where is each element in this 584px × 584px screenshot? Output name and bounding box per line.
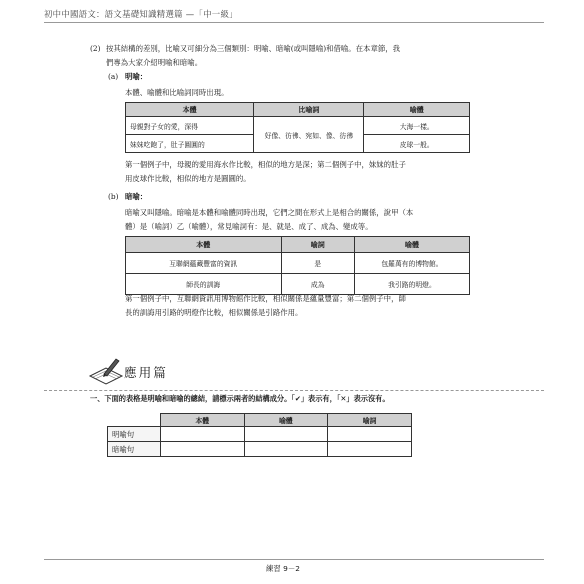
table-cell: 師長的訓誨 xyxy=(126,274,282,295)
simile-table xyxy=(125,102,470,153)
metaphor-desc-line2: 體）是（喻詞）乙（喻體），常見喻詞有：是、就是、成了、成為、變成等。 xyxy=(125,222,373,231)
table-cell: 成為 xyxy=(281,274,354,295)
summary-col-tenor: 本體 xyxy=(160,414,244,427)
simile-description: 本體、喻體和比喻詞同時出現。 xyxy=(125,88,229,97)
table-cell: 我引路的明燈。 xyxy=(354,274,469,295)
metaphor-desc-line1: 暗喻又叫隱喻。暗喻是本體和喻體同時出現，它們之間在形式上是相合的關係，說甲（本 xyxy=(125,208,414,217)
answer-cell[interactable] xyxy=(244,442,328,457)
answer-cell[interactable] xyxy=(244,427,328,442)
simile-explain-line2: 用皮球作比較，相似的地方是圓圓的。 xyxy=(125,174,251,183)
simile-col-vehicle: 喻體 xyxy=(364,103,470,117)
part2-label: (2) xyxy=(90,44,101,53)
table-row xyxy=(126,117,470,135)
table-cell: 妹妹吃飽了，肚子圓圓的 xyxy=(126,135,254,153)
metaphor-col-marker: 喻詞 xyxy=(281,237,354,253)
page-header: 初中中國語文：語文基礎知識精選篇 —「中一級」 xyxy=(44,9,238,19)
summary-corner xyxy=(108,414,161,427)
table-cell: 互聯網蘊藏豐富的資訊 xyxy=(126,253,282,274)
metaphor-table xyxy=(125,236,470,295)
metaphor-table-header-row xyxy=(126,237,470,253)
table-cell: 皮球一般。 xyxy=(364,135,470,153)
metaphor-col-vehicle: 喻體 xyxy=(354,237,469,253)
table-row xyxy=(126,253,470,274)
metaphor-col-tenor: 本體 xyxy=(126,237,282,253)
part2-intro-line2: 們專為大家介紹明喻和暗喻。 xyxy=(106,58,203,67)
simile-col-marker: 比喻詞 xyxy=(254,103,364,117)
metaphor-heading: 暗喻： xyxy=(125,192,148,201)
simile-table-header-row xyxy=(126,103,470,117)
metaphor-explain-line1: 第一個例子中，互聯網資訊用博物館作比較，相似關係是蘊量豐富；第二個例子中，師 xyxy=(125,294,406,303)
application-title: 應用篇 xyxy=(124,365,168,380)
application-divider xyxy=(44,390,544,391)
table-row xyxy=(108,427,412,442)
part2-intro-line1: 按其結構的差別，比喻又可細分為三個類別：明喻、暗喻(或叫隱喻)和借喻。在本章節，我 xyxy=(106,44,401,53)
answer-cell[interactable] xyxy=(328,427,412,442)
simile-col-tenor: 本體 xyxy=(126,103,254,117)
metaphor-label: (b) xyxy=(108,192,119,201)
simile-label: (a) xyxy=(108,72,119,81)
header-divider xyxy=(44,22,544,23)
simile-heading: 明喻： xyxy=(125,72,148,81)
summary-row-simile-label: 明喻句 xyxy=(108,427,161,442)
table-cell: 大海一樣。 xyxy=(364,117,470,135)
summary-table xyxy=(107,413,412,457)
answer-cell[interactable] xyxy=(160,427,244,442)
table-cell: 好像、彷彿、宛如、像、彷彿 xyxy=(254,117,364,153)
summary-table-header-row xyxy=(108,414,412,427)
footer-divider xyxy=(44,559,544,560)
table-row xyxy=(108,442,412,457)
table-cell: 包羅萬有的博物館。 xyxy=(354,253,469,274)
answer-cell[interactable] xyxy=(160,442,244,457)
summary-row-metaphor-label: 暗喻句 xyxy=(108,442,161,457)
simile-explain-line1: 第一個例子中，母親的愛用海水作比較，相似的地方是深；第二個例子中，妹妹的肚子 xyxy=(125,160,406,169)
answer-cell[interactable] xyxy=(328,442,412,457)
table-cell: 母親對子女的愛，深得 xyxy=(126,117,254,135)
page-number: 練習 9－2 xyxy=(266,564,300,573)
table-cell: 是 xyxy=(281,253,354,274)
metaphor-explain-line2: 長的訓誨用引路的明燈作比較，相似關係是引路作用。 xyxy=(125,308,303,317)
pen-and-paper-icon xyxy=(86,356,126,386)
summary-col-marker: 喻詞 xyxy=(328,414,412,427)
application-question: 一、下面的表格是明喻和暗喻的總結，請標示兩者的結構成分。「✔」表示有，「✕」表示沒有。 xyxy=(90,394,390,403)
summary-col-vehicle: 喻體 xyxy=(244,414,328,427)
